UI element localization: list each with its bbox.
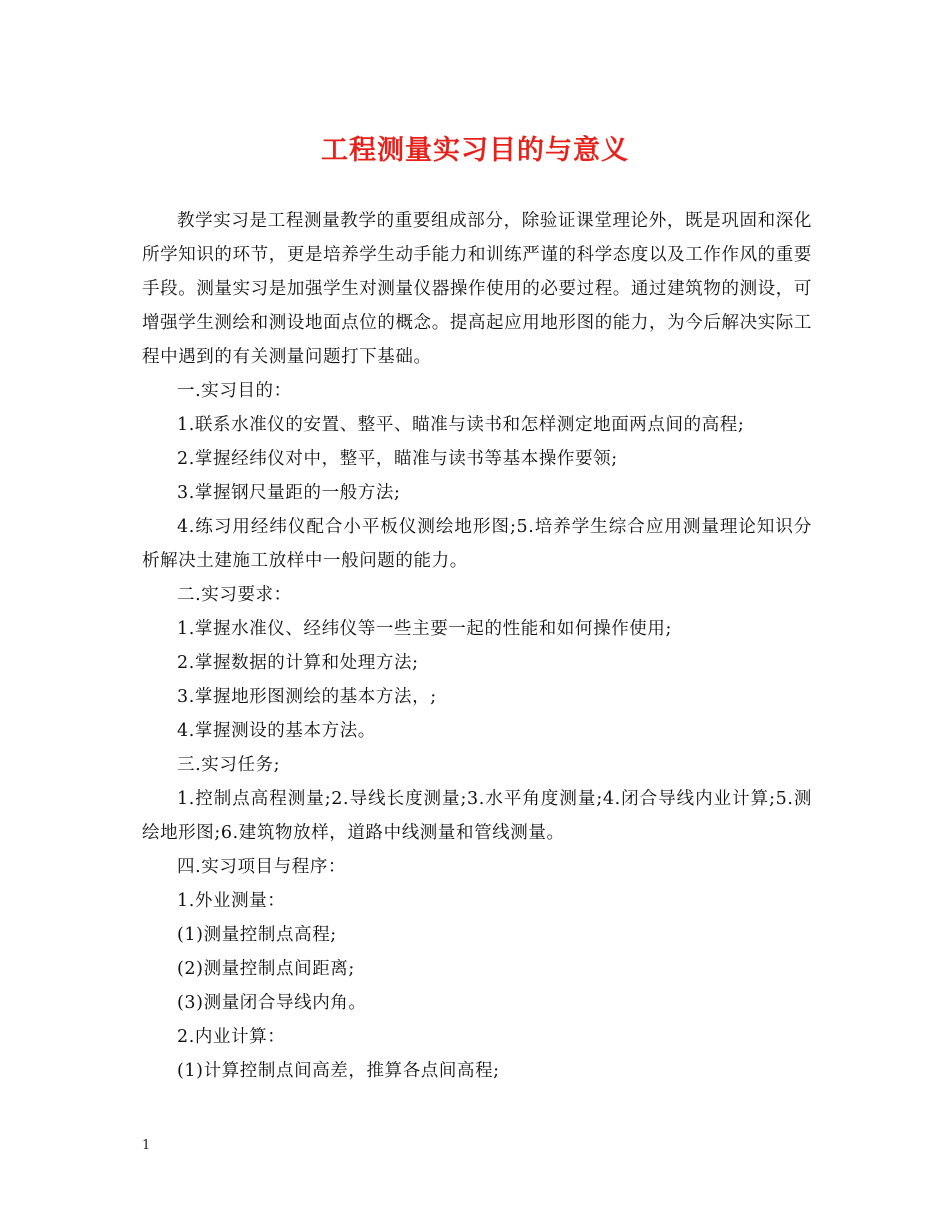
page-number: 1 xyxy=(142,1138,151,1153)
document-title: 工程测量实习目的与意义 xyxy=(321,135,629,166)
procedure-field-item-3: (3)测量闭合导线内角。 xyxy=(177,993,367,1013)
section-heading-tasks: 三.实习任务; xyxy=(177,755,281,775)
procedure-office-heading: 2.内业计算： xyxy=(177,1027,286,1047)
requirement-item-3: 3.掌握地形图测绘的基本方法，; xyxy=(177,687,437,707)
task-list: 1.控制点高程测量;2.导线长度测量;3.水平角度测量;4.闭合导线内业计算;5.测绘地形图;6.建筑物放样，道路中线测量和管线测量。 xyxy=(142,789,812,843)
goal-item-1: 1.联系水准仪的安置、整平、瞄准与读书和怎样测定地面两点间的高程; xyxy=(177,415,745,435)
goal-item-4-5: 4.练习用经纬仪配合小平板仪测绘地形图;5.培养学生综合应用测量理论知识分析解决土建施工放样中一般问题的能力。 xyxy=(142,517,812,571)
section-heading-procedure: 四.实习项目与程序： xyxy=(177,857,347,877)
goal-item-2: 2.掌握经纬仪对中，整平，瞄准与读书等基本操作要领; xyxy=(177,449,618,469)
requirement-item-2: 2.掌握数据的计算和处理方法; xyxy=(177,653,419,673)
requirement-item-1: 1.掌握水准仪、经纬仪等一些主要一起的性能和如何操作使用; xyxy=(177,619,672,639)
procedure-office-item-1: (1)计算控制点间高差，推算各点间高程; xyxy=(177,1061,500,1081)
goal-item-3: 3.掌握钢尺量距的一般方法; xyxy=(177,483,401,503)
procedure-field-heading: 1.外业测量： xyxy=(177,891,286,911)
section-heading-requirements: 二.实习要求： xyxy=(177,585,292,605)
document-body xyxy=(142,204,812,1088)
procedure-field-item-1: (1)测量控制点高程; xyxy=(177,925,337,945)
intro-paragraph: 教学实习是工程测量教学的重要组成部分，除验证课堂理论外，既是巩固和深化所学知识的环节，更是培养学生动手能力和训练严谨的科学态度以及工作作风的重要手段。测量实习是加强学生对测量仪器操作使用的必要过程。通过建筑物的测设，可增强学生测绘和测设地面点位的概念。提高起应用地形图的能力，为今后解决实际工程中遇到的有关测量问题打下基础。 xyxy=(142,211,812,367)
requirement-item-4: 4.掌握测设的基本方法。 xyxy=(177,721,376,741)
procedure-field-item-2: (2)测量控制点间距离; xyxy=(177,959,355,979)
section-heading-goals: 一.实习目的： xyxy=(177,381,292,401)
